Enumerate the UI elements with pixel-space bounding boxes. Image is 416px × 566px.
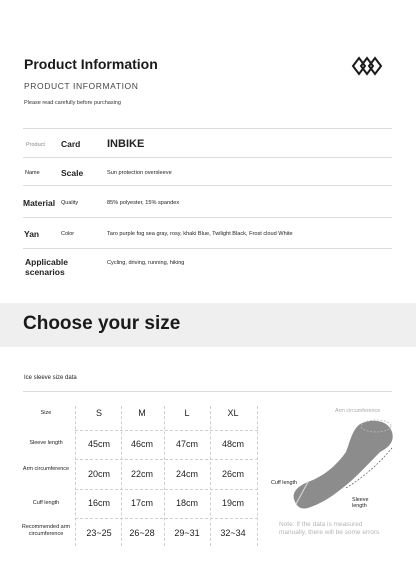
- info-row-color: [23, 218, 392, 249]
- info-row-scenarios: [23, 249, 392, 285]
- info-row-material: [23, 186, 392, 218]
- sleeve-length-annotation: Sleeve length: [352, 497, 369, 510]
- sleeve-length-xl: 48cm: [221, 439, 244, 449]
- row-value: INBIKE: [107, 138, 145, 150]
- row-value: Cycling, driving, running, hiking: [107, 260, 185, 266]
- info-row-brand: [23, 128, 392, 158]
- arm-circumference-annotation: Arm circumference: [335, 408, 381, 414]
- grid-line: [257, 406, 258, 546]
- row-key-primary: Product: [26, 142, 45, 148]
- row-value: Taro purple fog sea gray, rosy, khaki Blue, Twilight Black, Frost cloud White: [107, 231, 293, 237]
- cuff-m: 17cm: [130, 498, 153, 508]
- table-row-label-cuff: Cuff length: [32, 500, 60, 506]
- table-row-label-recommended: Recommended arm circumference: [21, 524, 71, 537]
- arm-m: 22cm: [130, 469, 153, 479]
- page-title: Product Information: [24, 56, 158, 72]
- purchase-note: Please read carefully before purchasing: [24, 100, 121, 106]
- cuff-length-annotation: Cuff length: [271, 480, 297, 486]
- grid-line: [75, 459, 258, 460]
- sleeve-length-m: 46cm: [130, 439, 153, 449]
- grid-line: [75, 430, 258, 431]
- size-section-banner: [0, 303, 416, 347]
- arm-s: 20cm: [87, 469, 110, 479]
- recommended-s: 23~25: [86, 528, 112, 538]
- divider: [23, 391, 392, 392]
- sleeve-length-s: 45cm: [87, 439, 110, 449]
- table-row-label-sleeve: Sleeve length: [29, 440, 63, 446]
- sleeve-shape: [294, 421, 393, 509]
- row-key-primary: Yan: [24, 229, 40, 239]
- size-l: L: [184, 408, 190, 418]
- brand-logo-icon: [351, 53, 383, 79]
- arm-l: 24cm: [175, 469, 198, 479]
- sleeve-diagram: [268, 402, 408, 524]
- measurement-note: Note: If the data is measured manually, there will be some errors: [279, 521, 380, 536]
- grid-line: [75, 489, 258, 490]
- row-key-secondary: Scale: [61, 168, 84, 178]
- row-value: Sun protection oversleeve: [107, 170, 172, 176]
- cuff-s: 16cm: [87, 498, 110, 508]
- row-key-primary: Applicable scenarios: [25, 257, 68, 277]
- row-key-secondary: Card: [61, 139, 81, 149]
- recommended-xl: 32~34: [220, 528, 246, 538]
- size-xl: XL: [227, 408, 239, 418]
- row-key-primary: Material: [23, 198, 56, 208]
- size-section-title: Choose your size: [23, 313, 181, 334]
- size-table-caption: Ice sleeve size data: [24, 375, 77, 381]
- sleeve-length-l: 47cm: [175, 439, 198, 449]
- recommended-m: 26~28: [129, 528, 155, 538]
- grid-line: [75, 518, 258, 519]
- size-s: S: [95, 408, 102, 418]
- row-key-primary: Name: [25, 170, 40, 176]
- row-key-secondary: Color: [61, 231, 75, 237]
- arm-xl: 26cm: [221, 469, 244, 479]
- table-row-label-size: Size: [40, 410, 52, 416]
- row-key-secondary: Quality: [61, 200, 79, 206]
- info-row-name: [23, 158, 392, 186]
- cuff-xl: 19cm: [221, 498, 244, 508]
- recommended-l: 29~31: [174, 528, 200, 538]
- table-row-label-arm: Arm circumference: [22, 466, 70, 472]
- row-value: 85% polyester, 15% spandex: [107, 200, 180, 206]
- page-subtitle: PRODUCT INFORMATION: [24, 81, 139, 91]
- cuff-l: 18cm: [175, 498, 198, 508]
- size-m: M: [138, 408, 146, 418]
